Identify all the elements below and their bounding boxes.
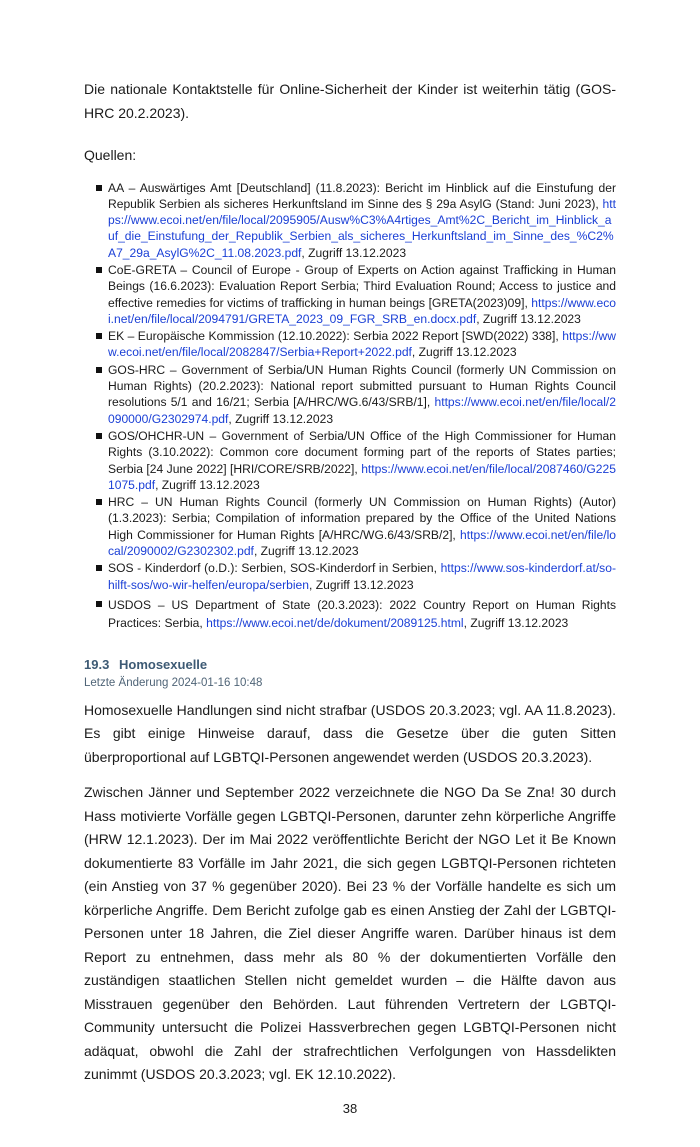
- section-heading: [84, 656, 616, 673]
- bullet-icon: [96, 433, 102, 439]
- source-item: GOS/OHCHR-UN – Government of Serbia/UN Office of the High Commissioner for Human Rights (3.10.2022): Common core document forming part of the reports of States parties; Serbia [24 June 2022] [HRI/CORE/SRB/2022], https://www.ecoi.net/en/file/local/2087460/G2251075.pdf, Zugriff 13.12.2023: [96, 428, 616, 493]
- intro-paragraph: Die nationale Kontaktstelle für Online-Sicherheit der Kinder ist weiterhin tätig (GOS-HRC 20.2.2023).: [84, 81, 616, 121]
- source-link[interactable]: https://www.ecoi.net/en/file/local/2082847/Serbia+Report+2022.pdf: [108, 329, 616, 360]
- bullet-icon: [96, 601, 102, 607]
- body-paragraph: Homosexuelle Handlungen sind nicht strafbar (USDOS 20.3.2023; vgl. AA 11.8.2023). Es gibt einige Hinweise darauf, dass die Gesetze über die guten Sitten überproportional auf LGBTQI-Personen angewendet werden (USDOS 20.3.2023).: [84, 701, 616, 765]
- source-item: USDOS – US Department of State (20.3.2023): 2022 Country Report on Human Rights Practices: Serbia, https://www.ecoi.net/de/dokument/2089125.html, Zugriff 13.12.2023: [96, 596, 616, 632]
- source-item: GOS-HRC – Government of Serbia/UN Human Rights Council (formerly UN Commission on Human Rights) (20.2.2023): National report submitted pursuant to Human Rights Council resolutions 5/1 and 16/21; Serbia [A/HRC/WG.6/43/SRB/1], https://www.ecoi.net/en/file/local/2090000/G2302974.pdf, Zugriff 13.12.2023: [96, 362, 616, 427]
- source-link[interactable]: https://www.ecoi.net/en/file/local/2090000/G2302974.pdf: [108, 395, 616, 426]
- bullet-icon: [96, 185, 102, 191]
- section-number: 19.3: [84, 656, 110, 672]
- section-title: Homosexuelle: [119, 656, 208, 672]
- bullet-icon: [96, 499, 102, 505]
- source-link[interactable]: https://www.sos-kinderdorf.at/so-hilft-sos/wo-wir-helfen/europa/serbien: [108, 561, 616, 592]
- source-link[interactable]: https://www.ecoi.net/de/dokument/2089125.html: [206, 615, 464, 630]
- sources-label: Quellen:: [84, 147, 137, 163]
- source-item: EK – Europäische Kommission (12.10.2022): Serbia 2022 Report [SWD(2022) 338], https://www.ecoi.net/en/file/local/2082847/Serbia+Report+2022.pdf, Zugriff 13.12.2023: [96, 328, 616, 361]
- source-item: SOS - Kinderdorf (o.D.): Serbien, SOS-Kinderdorf in Serbien, https://www.sos-kinderdorf.at/so-hilft-sos/wo-wir-helfen/europa/serbien, Zugriff 13.12.2023: [96, 560, 616, 593]
- source-link[interactable]: https://www.ecoi.net/en/file/local/2094791/GRETA_2023_09_FGR_SRB_en.docx.pdf: [108, 295, 616, 326]
- source-item: CoE-GRETA – Council of Europe - Group of Experts on Action against Trafficking in Human Beings (16.6.2023): Evaluation Report Serbia; Third Evaluation Round; Access to justice and effective remedies for victims of trafficking in human beings [GRETA(2023)09], https://www.ecoi.net/en/file/local/2094791/GRETA_2023_09_FGR_SRB_en.docx.pdf, Zugriff 13.12.2023: [96, 262, 616, 327]
- source-link[interactable]: https://www.ecoi.net/en/file/local/2095905/Ausw%C3%A4rtiges_Amt%2C_Bericht_im_Hinblick_auf_die_Einstufung_der_Republik_Serbien_als_sicheres_Herkunftsland_im_Sinne_des_%C2%A7_29a_AsylG%2C_11.08.2023.pdf: [108, 196, 616, 260]
- source-item: HRC – UN Human Rights Council (formerly UN Commission on Human Rights) (Autor) (1.3.2023): Serbia; Compilation of information prepared by the Office of the United Nations High Commissioner for Human Rights [A/HRC/WG.6/43/SRB/2], https://www.ecoi.net/en/file/local/2090002/G2302302.pdf, Zugriff 13.12.2023: [96, 494, 616, 559]
- bullet-icon: [96, 565, 102, 571]
- source-item: AA – Auswärtiges Amt [Deutschland] (11.8.2023): Bericht im Hinblick auf die Einstufung der Republik Serbien als sicheres Herkunftsland im Sinne des § 29a AsylG (Stand: Juni 2023), https://www.ecoi.net/en/file/local/2095905/Ausw%C3%A4rtiges_Amt%2C_Bericht_im_Hinblick_auf_die_Einstufung_der_Republik_Serbien_als_sicheres_Herkunftsland_im_Sinne_des_%C2%A7_29a_AsylG%2C_11.08.2023.pdf, Zugriff 13.12.2023: [96, 180, 616, 261]
- bullet-icon: [96, 367, 102, 373]
- last-changed: Letzte Änderung 2024-01-16 10:48: [84, 676, 263, 689]
- body-paragraph: Zwischen Jänner und September 2022 verzeichnete die NGO Da Se Zna! 30 durch Hass motivierte Vorfälle gegen LGBTQI-Personen, darunter zehn körperliche Angriffe (HRW 12.1.2023). Der im Mai 2022 veröffentlichte Bericht der NGO Let it Be Known dokumentierte 83 Vorfälle im Jahr 2021, die sich gegen LGBTQI-Personen richteten (ein Anstieg von 37 % gegenüber 2020). Bei 23 % der Vorfälle handelte es sich um körperliche Angriffe. Dem Bericht zufolge gab es einen Anstieg der Zahl der LGBTQI-Personen unter 18 Jahren, die Ziel dieser Angriffe waren. Darüber hinaus ist dem Report zu entnehmen, dass mehr als 80 % der dokumentierten Vorfälle den zuständigen staatlichen Stellen nicht gemeldet wurden – die Hälfte davon aus Misstrauen gegenüber den Behörden. Laut führenden Vertretern der LGBTQI-Community untersucht die Polizei Hassverbrechen gegen LGBTQI-Personen nicht adäquat, obwohl die Zahl der strafrechtlichen Verfolgungen von Hassdelikten zunimmt (USDOS 20.3.2023; vgl. EK 12.10.2022).: [84, 784, 616, 1083]
- bullet-icon: [96, 267, 102, 273]
- source-link[interactable]: https://www.ecoi.net/en/file/local/2087460/G2251075.pdf: [108, 461, 616, 492]
- source-link[interactable]: https://www.ecoi.net/en/file/local/2090002/G2302302.pdf: [108, 527, 616, 559]
- page-number: 38: [342, 1100, 358, 1116]
- sources-list: [96, 180, 616, 632]
- bullet-icon: [96, 333, 102, 339]
